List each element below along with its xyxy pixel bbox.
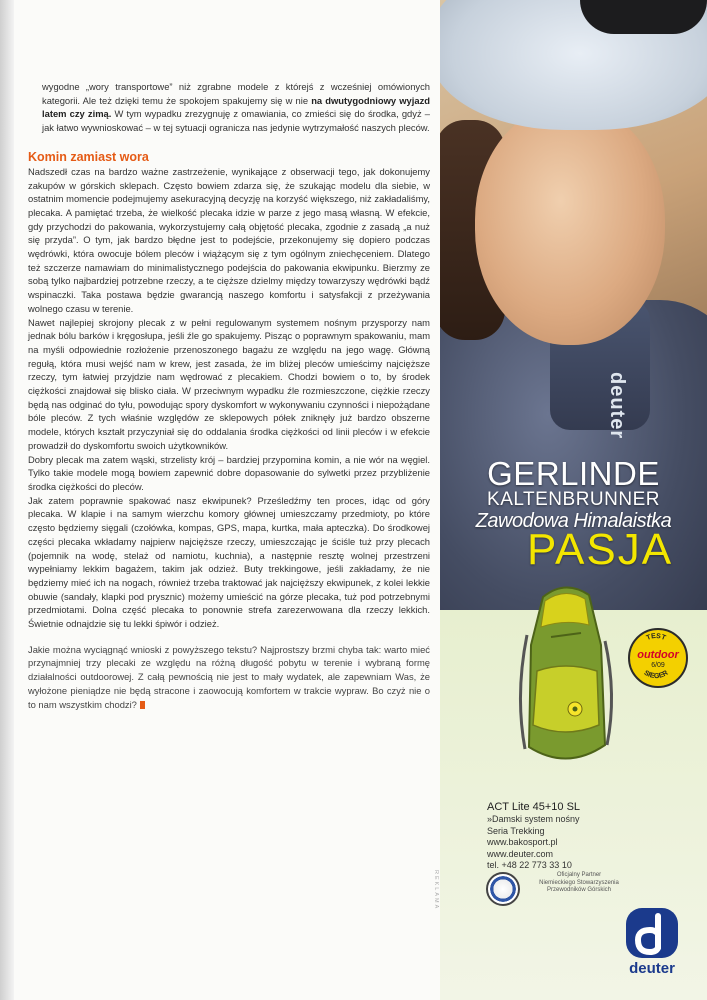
jacket-brand-text: deuter xyxy=(606,372,628,440)
product-phone: tel. +48 22 773 33 10 xyxy=(487,860,572,871)
article-subheading: Komin zamiast wora xyxy=(28,149,149,164)
badge-top-text: TEST xyxy=(645,632,667,642)
svg-text:TEST xyxy=(645,633,667,642)
athlete-name-block xyxy=(446,455,701,532)
outdoor-test-badge xyxy=(628,628,688,688)
ad-tagline: PASJA xyxy=(526,525,674,574)
article-intro: wygodne „wory transportowe” niż zgrabne modele z którejś z wcześniej omówionych kategorii. Ale też dzięki temu że spokojem spakujemy się w nie na dwutygodniowy wyjazd latem czy zimą. W tym wypadku zrezygnuję z omawiania, co zmieści się do środka, gdyż – jak łatwo wywnioskować – w tej sytuacji ogranicza nas jedynie wytrzymałość naszych pleców. xyxy=(42,81,431,134)
article-paragraph: Nadszedł czas na bardzo ważne zastrzeżenie, wynikające z obserwacji tego, jak dokonujemy zakupów w górskich sklepach. Często bowiem zdarza się, że szukając modelu dla siebie, w ostatnim momencie podejmujemy asekuracyjną decyzję na korzyść większego, niż zakładaliśmy, plecaka. A pamiętać trzeba, że wielkość plecaka idzie w parze z jego masą własną. W efekcie, gdy przychodzi do pakowania, wykorzystujemy całą objętość plecaka, zgodnie z zasadą „a nuż się przyda”. O tym, jak bardzo błędne jest to podejście, przekonujemy się dopiero podczas wędrówki, która owocuje bólem pleców i wiążącym się z tym ogólnym zniechęceniem. Dlatego też szczerze namawiam do minimalistycznego podejścia do pakowania ekwipunku. Bierzmy ze sobą tylko najbardziej potrzebne rzeczy, a te cięższe dzielmy między towarzyszy wędrówki bądź wspinaczki. Taka postawa będzie gwarancją naszego komfortu i satysfakcji z przeżywania wolnego czasu w terenie. xyxy=(28,165,430,314)
article-column xyxy=(28,80,430,711)
athlete-last-name: KALTENBRUNNER xyxy=(487,489,660,510)
article-paragraph: Nawet najlepiej skrojony plecak z w pełni regulowanym systemem nośnym przysporzy nam jednak bólu barków i kręgosłupa, jeśli źle go spakujemy. Pisząc o poprawnym spakowaniu, mam na myśli odpowiednie rozłożenie przenoszonego bagażu ze względu na jego wagę. Główną regułą, która musi wejść nam w krew, jest zasada, że im bliżej pleców umieścimy najcięższe rzeczy, tym łatwiej przyjdzie nam wędrować z plecakiem. Chodzi bowiem o to, by środek ciężkości znajdował się blisko ciała. W przeciwnym wypadku źle rozmieszczone, ciężkie rzeczy będą nas odginać do tyłu, powodując spory dyskomfort w wykonywaniu czynności i niepożądane bóle pleców. Z tych właśnie względów ze sklepowych półek zniknęły już bardzo obszerne modele, których kształt przyczyniał się do oddalania środka ciężkości od linii pleców i w efekcie prowadził do dyskomfortu swoich użytkowników. xyxy=(28,316,430,451)
athlete-role: Zawodowa Himalaistka xyxy=(475,510,672,532)
product-website: www.bakosport.pl xyxy=(487,837,558,848)
deuter-advertisement xyxy=(440,0,707,1000)
article-paragraph: Jak zatem poprawnie spakować nasz ekwipunek? Prześledźmy ten proces, idąc od góry plecaka. W klapie i na samym wierzchu komory głównej umieszczamy przedmioty, po które często będziemy sięgali (czołówka, kompas, GPS, mapa, kurtka, mała apteczka). Do środkowej części plecaka wkładamy najpierw najcięższe rzeczy, umieszczając je ściśle tuż przy plecach (pojemnik na wodę, stelaż od namiotu, kuchnia), a następnie resztę wolnej przestrzeni wypełniamy lekkim bagażem, takim jak odzież. Buty trekkingowe, jeśli zakładamy, że nie będziemy mieć ich na nogach, również trzeba traktować jak najcięższy ekwipunek, z kolei lekkie obuwie (sandały, klapki pod prysznic) możemy umieścić na górze plecaka, tuż pod potrzebnymi przedmiotami. Dolna część plecaka to ponownie strefa zarezerwowana dla rzeczy lekkich. Świetnie odnajdzie się tu lekki śpiwór i odzież. xyxy=(28,494,430,630)
badge-brand: outdoor xyxy=(637,649,679,661)
product-name: ACT Lite 45+10 SL xyxy=(487,801,581,813)
article-conclusion: Jakie można wyciągnąć wnioski z powyższego tekstu? Najprostszy brzmi chyba tak: warto mieć przynajmniej trzy plecaki ze względu na różną długość pobytu w terenie i wybraną formę działalności outdoorowej. Z całą pewnością nie jest to mały wydatek, ale zapewniam Was, że wyłożone pieniądze nie będą stracone i zaowocują komfortem w trakcie wypraw. Bo czyż nie o to nam wszystkim chodzi? xyxy=(28,643,430,710)
end-of-article-mark xyxy=(140,701,145,709)
face-shape xyxy=(475,105,665,345)
product-info xyxy=(487,800,697,872)
deuter-wordmark: deuter xyxy=(629,960,675,977)
sunglasses xyxy=(580,0,707,34)
athlete-first-name: GERLINDE xyxy=(487,455,660,492)
badge-bottom-text: SIEGER xyxy=(642,669,670,681)
partner-text: Oficjalny Partner Niemieckiego Stowarzyszenia Przewodników Górskich xyxy=(539,872,619,894)
backpack-illustration xyxy=(505,575,625,775)
article-paragraph: Dobry plecak ma zatem wąski, strzelisty krój – bardziej przypomina komin, a nie wór na węgiel. Tylko takie modele mogą bowiem zapewnić dobre dopasowanie do sylwetki przez przybliżenie środka ciężkości do pleców. xyxy=(28,453,430,492)
guides-association-logo-icon xyxy=(486,872,520,906)
deuter-logo-icon xyxy=(612,906,692,962)
badge-issue: 6/09 xyxy=(651,662,665,669)
deuter-logo xyxy=(612,906,692,986)
page-spine-shadow xyxy=(0,0,14,1000)
product-line: »Damski system nośny xyxy=(487,814,580,824)
product-website: www.deuter.com xyxy=(487,848,554,859)
product-line: Seria Trekking xyxy=(487,825,545,836)
partner-block xyxy=(486,870,686,904)
advertisement-label: REKLAMA xyxy=(433,870,439,911)
svg-text:SIEGER xyxy=(643,670,670,680)
